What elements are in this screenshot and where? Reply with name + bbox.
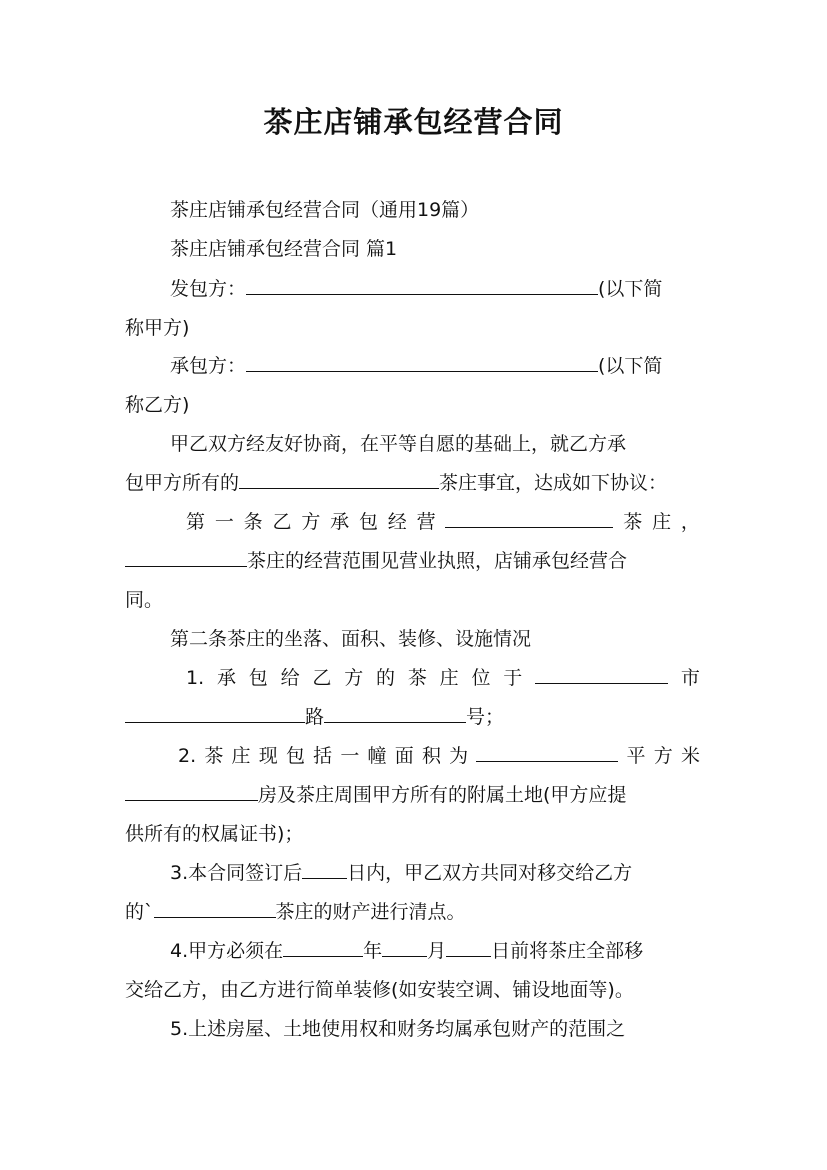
clause-2-line-2: 房及茶庄周围甲方所有的附属土地(甲方应提 xyxy=(125,781,626,809)
clause-4-line-1: 4.甲方必须在 年 月 日前将茶庄全部移 xyxy=(170,937,643,965)
clause-3-blank-name xyxy=(154,898,276,918)
section-heading: 茶庄店铺承包经营合同 篇1 xyxy=(170,238,398,260)
clause-1-blank-city xyxy=(535,664,668,684)
clause-3-line-1: 3.本合同签订后 日内，甲乙双方共同对移交给乙方 xyxy=(170,859,632,887)
party-b-line xyxy=(170,352,662,380)
clause-1-blank-road xyxy=(125,703,305,723)
party-b-continuation: 称乙方) xyxy=(125,394,190,416)
article-1-blank-2 xyxy=(125,547,247,567)
clause-1-blank-number xyxy=(324,703,466,723)
document-subtitle: 茶庄店铺承包经营合同（通用19篇） xyxy=(170,199,480,221)
clause-4-line-2: 交给乙方，由乙方进行简单装修(如安装空调、铺设地面等)。 xyxy=(125,979,634,1001)
clause-1-line-1: 1. 承 包 给 乙 方 的 茶 庄 位 于 市 xyxy=(186,664,700,692)
intro-line-1: 甲乙双方经友好协商，在平等自愿的基础上，就乙方承 xyxy=(170,433,627,455)
party-b-label: 承包方： xyxy=(170,355,247,377)
clause-5-line-1: 5.上述房屋、土地使用权和财务均属承包财产的范围之 xyxy=(170,1018,626,1040)
party-a-blank xyxy=(246,275,598,295)
party-b-suffix: (以下简 xyxy=(598,355,663,377)
party-a-suffix: (以下简 xyxy=(598,278,663,300)
clause-3-blank-days xyxy=(302,859,347,879)
article-1-blank-1 xyxy=(445,508,613,528)
clause-2-blank-building xyxy=(125,781,258,801)
clause-3-line-2: 的` 茶庄的财产进行清点。 xyxy=(125,898,466,926)
clause-4-blank-month xyxy=(382,937,427,957)
clause-1-line-2: 路 号； xyxy=(125,703,504,731)
party-b-blank xyxy=(246,352,598,372)
party-a-continuation: 称甲方) xyxy=(125,317,190,339)
party-a-line xyxy=(170,275,662,303)
intro-blank xyxy=(239,469,439,489)
article-1-line-3: 同。 xyxy=(125,589,164,611)
article-1-line-2: 茶庄的经营范围见营业执照，店铺承包经营合 xyxy=(125,547,627,575)
clause-2-line-1: 2. 茶 庄 现 包 括 一 幢 面 积 为 平 方 米 xyxy=(178,742,700,770)
article-1-line-1: 第 一 条 乙 方 承 包 经 营 茶 庄 ， xyxy=(186,508,700,536)
party-a-label: 发包方： xyxy=(170,278,247,300)
clause-4-blank-year xyxy=(283,937,363,957)
clause-4-blank-day xyxy=(446,937,491,957)
document-title: 茶庄店铺承包经营合同 xyxy=(263,105,564,139)
clause-2-line-3: 供所有的权属证书)； xyxy=(125,823,304,845)
article-2-heading: 第二条茶庄的坐落、面积、装修、设施情况 xyxy=(170,628,532,650)
clause-2-blank-area xyxy=(476,742,618,762)
intro-line-2: 包甲方所有的 茶庄事宜，达成如下协议： xyxy=(125,469,667,497)
